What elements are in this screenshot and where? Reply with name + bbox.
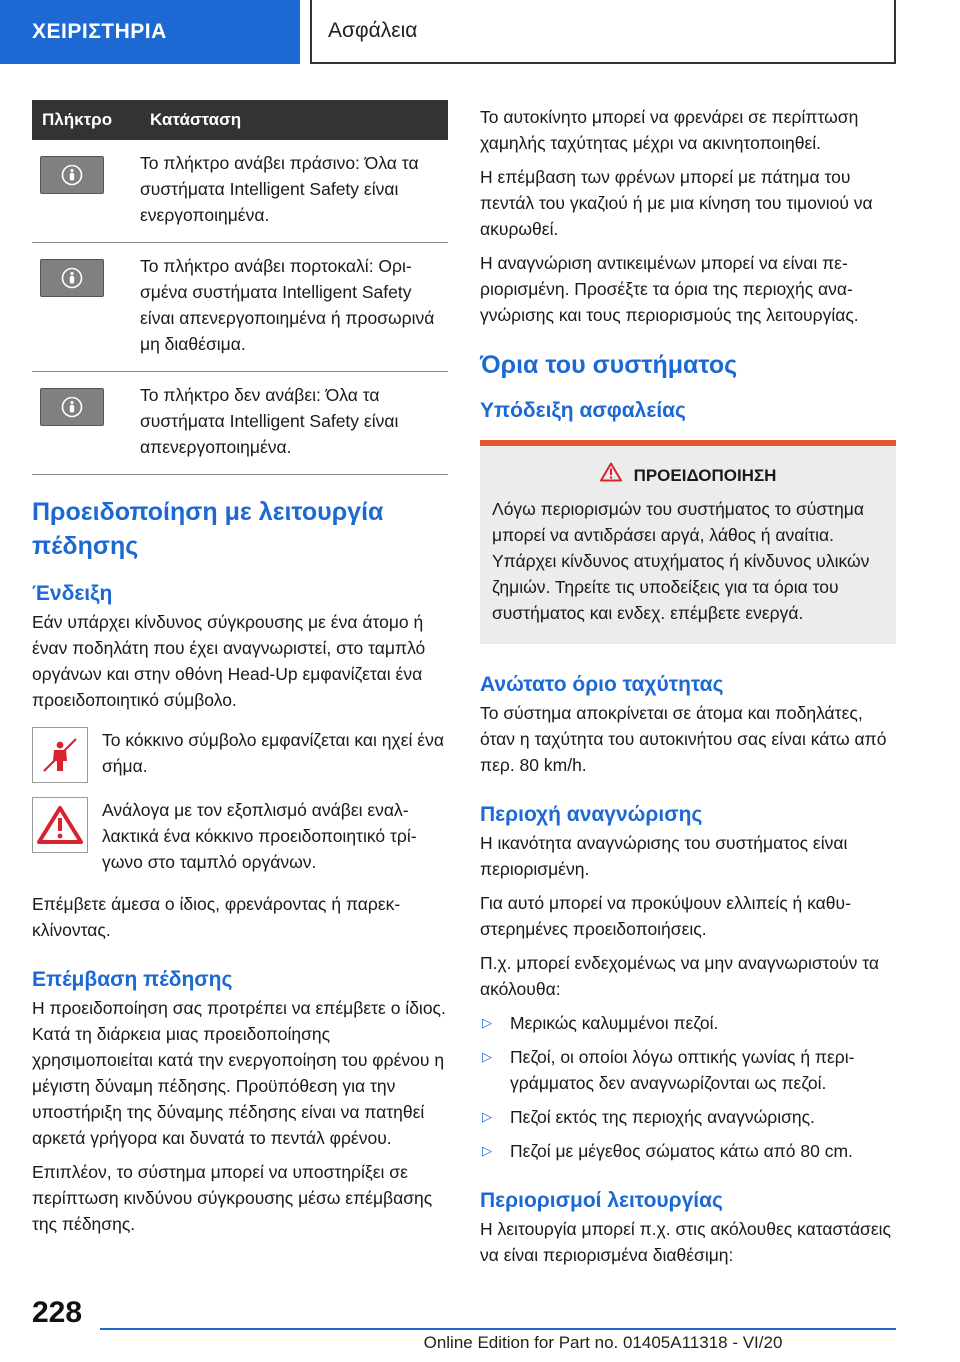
left-column — [32, 100, 448, 1237]
warning-triangle-icon — [600, 462, 622, 490]
paragraph: Η προειδοποίηση σας προτρέπει να επέμβετε ο ίδιος. Κατά τη διάρκεια μιας προειδοποίησης χρησιμοποιείται κατά την ενεργοποίηση του φρένου η μέγιστη δύναμη πέδησης. Προϋπόθεση για την υποστήριξη της δύναμης πέδησης είναι να πατηθεί αρκετά γρήγορα και δυνατά το πεντάλ φρένου. — [32, 998, 446, 1148]
manual-tab[interactable]: ΧΕΙΡΙΣΤΗΡΙΑ — [0, 0, 300, 64]
triangle-bullet-icon: ▷ — [482, 1049, 492, 1064]
list-item: ▷ Πεζοί με μέγεθος σώματος κάτω από 80 cm. — [480, 1138, 896, 1164]
footer-divider — [100, 1328, 896, 1330]
paragraph: Η αναγνώριση αντικειμένων μπορεί να είναι περιορισμένη. Προσέξτε τα όρια της περιοχής αναγνώρισης και τους περιορισμούς της λειτουργίας. — [480, 253, 859, 325]
triangle-bullet-icon: ▷ — [482, 1109, 492, 1124]
warning-header — [492, 462, 884, 490]
icon-note-text: Ανάλογα με τον εξοπλισμό ανάβει εναλλακτικά ένα κόκκινο προειδοποιητικό τρίγωνο στο ταμπλό οργάνων. — [102, 800, 417, 872]
paragraph: Η ικανότητα αναγνώρισης του συστήματος είναι περιορισμένη. — [480, 833, 848, 879]
intelligent-safety-icon — [40, 388, 104, 426]
heading-function-limits: Περιορισμοί λειτουργίας — [480, 1189, 723, 1212]
edition-link[interactable]: Online Edition for Part no. 01405A11318 - VI/20 — [423, 1333, 783, 1352]
warning-text: Λόγω περιορισμών του συστήματος το σύστημα μπορεί να αντιδράσει αργά, λάθος ή αναίτια. Υπάρχει κίνδυνος ατυχήματος ή κίνδυνος υλικών ζημιών. Τηρείτε τις υποδείξεις για τα όρια του συστήματος και ενδεχ. επέμβετε ενεργά. — [492, 499, 870, 623]
table-cell: Το πλήκτρο ανάβει πορτοκαλί: Ορισμένα συστήματα Intelligent Safety είναι απενεργοποιημένα ή προσωρινά μη διαθέσιμα. — [140, 243, 448, 372]
paragraph: Η λειτουργία μπορεί π.χ. στις ακόλουθες καταστάσεις να είναι περιορισμένα διαθέσιμη: — [480, 1219, 891, 1265]
paragraph: Εάν υπάρχει κίνδυνος σύγκρουσης με ένα άτομο ή έναν ποδηλάτη που έχει αναγνωριστεί, στο ταμπλό οργάνων και στην οθόνη Head-Up εμφανίζεται ένα προειδοποιητικό σύμβολο. — [32, 612, 426, 710]
heading-detection-range: Περιοχή αναγνώρισης — [480, 803, 703, 826]
icon-note-text: Το κόκκινο σύμβολο εμφανίζεται και ηχεί ένα σήμα. — [102, 730, 444, 776]
right-column — [480, 104, 896, 1268]
heading-speed-limit: Ανώτατο όριο ταχύτητας — [480, 673, 724, 696]
table-header-state: Κατάσταση — [140, 100, 448, 140]
table-row — [32, 140, 448, 243]
key-status-table — [32, 100, 448, 475]
warning-triangle-icon — [32, 797, 88, 853]
heading-brake-intervention: Επέμβαση πέδησης — [32, 968, 233, 991]
list-item: ▷ Πεζοί εκτός της περιοχής αναγνώρισης. — [480, 1104, 896, 1130]
list-item: ▷ Μερικώς καλυμμένοι πεζοί. — [480, 1010, 896, 1036]
table-header-key: Πλήκτρο — [32, 100, 140, 140]
paragraph: Το σύστημα αποκρίνεται σε άτομα και ποδηλάτες, όταν η ταχύτητα του αυτοκινήτου σας είναι κάτω από περ. 80 km/h. — [480, 703, 887, 775]
icon-note-row — [32, 797, 448, 875]
triangle-bullet-icon: ▷ — [482, 1143, 492, 1158]
page-header — [0, 0, 960, 64]
paragraph: Π.χ. μπορεί ενδεχομένως να μην αναγνωριστούν τα ακόλουθα: — [480, 953, 880, 999]
table-cell: Το πλήκτρο δεν ανάβει: Όλα τα συστήματα Intelligent Safety είναι απενεργοποιημένα. — [140, 372, 448, 475]
paragraph: Επιπλέον, το σύστημα μπορεί να υποστηρίξει σε περίπτωση κινδύνου σύγκρουσης μέσω επέμβασης της πέδησης. — [32, 1162, 433, 1234]
heading-indication: Ένδειξη — [32, 582, 113, 605]
icon-note-row — [32, 727, 448, 783]
table-row — [32, 372, 448, 475]
paragraph: Επέμβετε άμεσα ο ίδιος, φρενάροντας ή παρεκκλίνοντας. — [32, 894, 401, 940]
heading-safety-note: Υπόδειξη ασφαλείας — [480, 399, 686, 422]
warning-title: ΠΡΟΕΙΔΟΠΟΙΗΣΗ — [633, 466, 777, 485]
heading-warning-braking: Προειδοποίηση με λειτουργία πέδησης — [32, 498, 384, 560]
intelligent-safety-icon — [40, 259, 104, 297]
paragraph: Η επέμβαση των φρένων μπορεί με πάτημα του πεντάλ του γκαζιού ή με μια κίνηση του τιμονιού να ακυρωθεί. — [480, 167, 873, 239]
paragraph: Για αυτό μπορεί να προκύψουν ελλιπείς ή καθυστερημένες προειδοποιήσεις. — [480, 893, 851, 939]
intelligent-safety-icon — [40, 156, 104, 194]
list-item: ▷ Πεζοί, οι οποίοι λόγω οπτικής γωνίας ή περιγράμματος δεν αναγνωρίζονται ως πεζοί. — [480, 1044, 896, 1096]
triangle-bullet-icon: ▷ — [482, 1015, 492, 1030]
table-row — [32, 243, 448, 372]
heading-system-limits: Όρια του συστήματος — [480, 351, 738, 379]
bullet-list — [480, 1010, 896, 1164]
pedestrian-warning-icon — [32, 727, 88, 783]
section-tab[interactable]: Ασφάλεια — [310, 0, 896, 64]
table-cell: Το πλήκτρο ανάβει πράσινο: Όλα τα συστήματα Intelligent Safety είναι ενεργοποιημένα. — [140, 140, 448, 243]
warning-box — [480, 440, 896, 644]
paragraph: Το αυτοκίνητο μπορεί να φρενάρει σε περίπτωση χαμηλής ταχύτητας μέχρι να ακινητοποιηθεί. — [480, 107, 859, 153]
page-number: 228 — [32, 1296, 83, 1329]
